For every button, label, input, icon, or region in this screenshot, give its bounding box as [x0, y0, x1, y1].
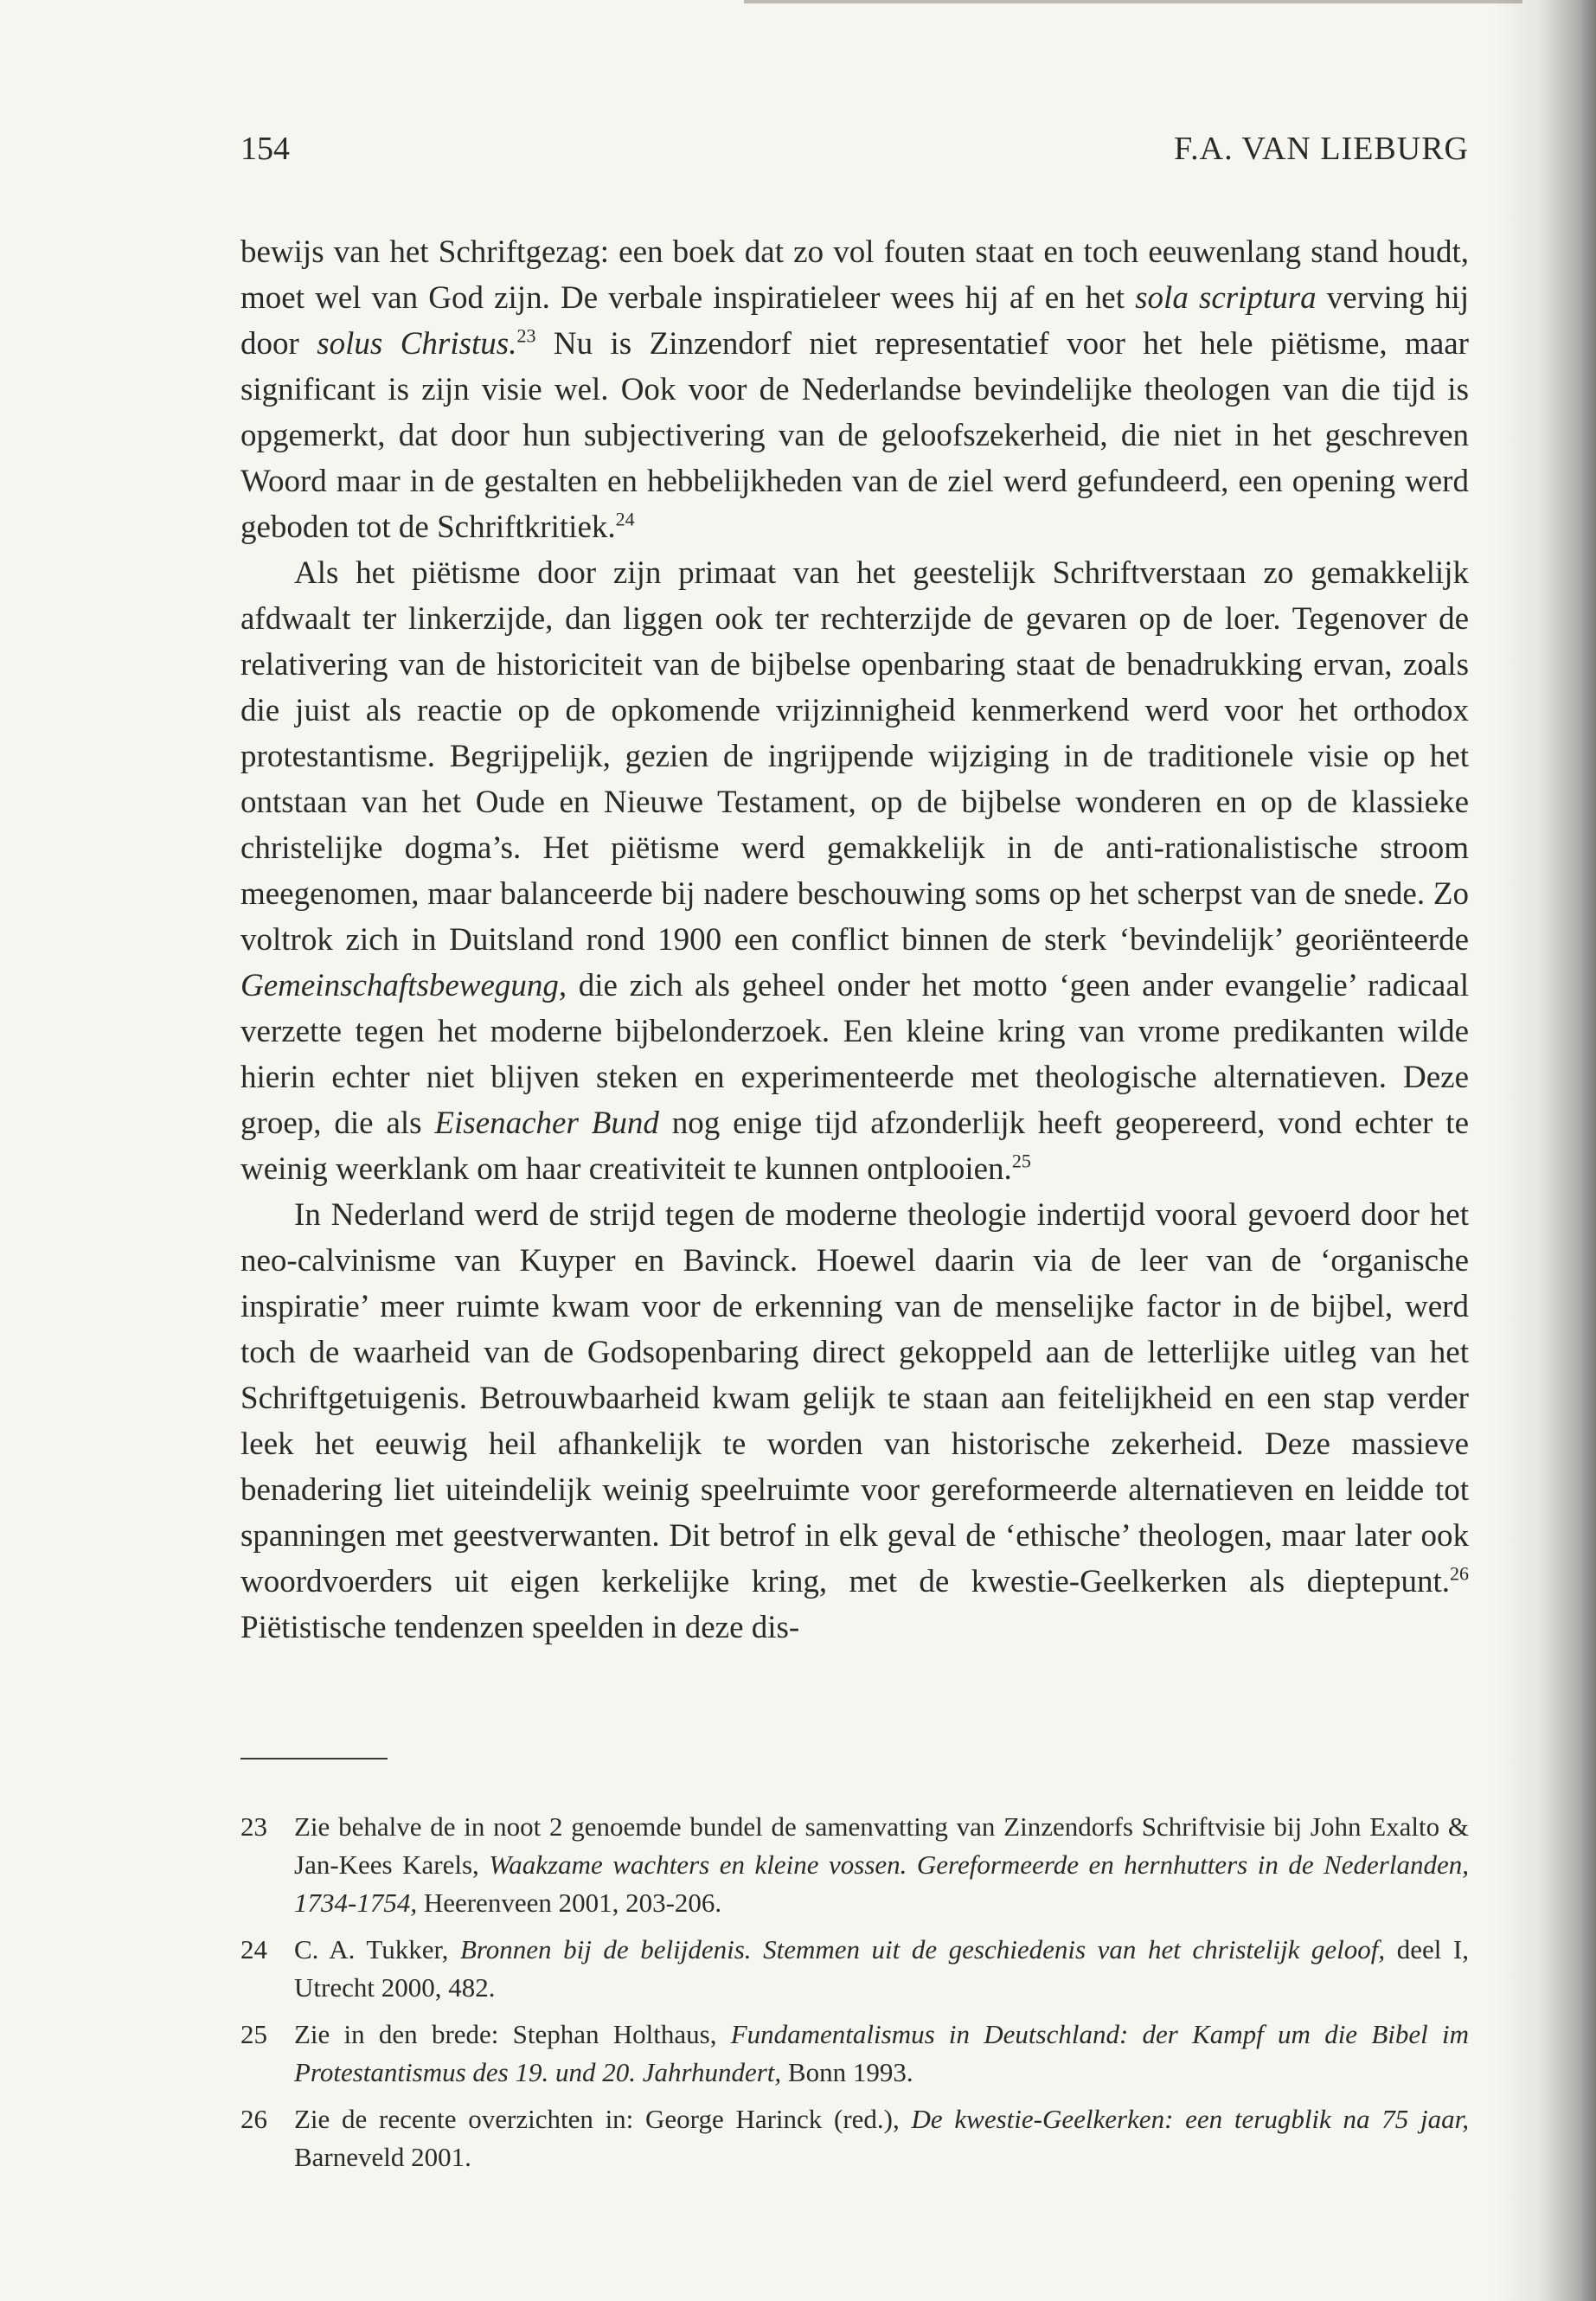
- text-run: Piëtistische tendenzen speelden in deze dis-: [240, 1610, 800, 1645]
- text-run: In Nederland werd de strijd tegen de moderne theologie indertijd vooral gevoerd door het neo-calvinisme van Kuyper en Bavinck. Hoewel daarin via de leer van de ‘organische inspiratie’ meer ruimte kwam voor de erkenning van de menselijke factor in de bijbel, werd toch de waarheid van de Godsopenbaring direct gekoppeld aan de letterlijke uitleg van het Schriftgetuigenis. Betrouwbaarheid kwam gelijk te staan aan feitelijkheid en een stap verder leek het eeuwig heil afhankelijk te worden van historische zekerheid. Deze massieve benadering liet uiteindelijk weinig speelruimte voor gereformeerde alternatieven en leidde tot spanningen met geestverwanten. Dit betrof in elk geval de ‘ethische’ theologen, maar later ook woordvoerders uit eigen kerkelijke kring, met de kwestie-Geelkerken als dieptepunt.: [240, 1197, 1469, 1599]
- text-run: Nu is Zinzendorf niet representatief voor het hele piëtisme, maar significant is zijn visie wel. Ook voor de Nederlandse bevindelijke theologen van die tijd is opgemerkt, dat door hun subjectivering van de geloofszekerheid, die niet in het geschreven Woord maar in de gestalten en hebbelijkheden van de ziel werd gefundeerd, een opening werd geboden tot de Schriftkritiek.: [240, 326, 1469, 545]
- text-run: Heerenveen 2001, 203-206.: [417, 1888, 722, 1918]
- paragraph: [240, 229, 1469, 550]
- text-run: Als het piëtisme door zijn primaat van het geestelijk Schriftverstaan zo gemakkelijk afdwaalt ter linkerzijde, dan liggen ook ter rechterzijde de gevaren op de loer. Tegenover de relativering van de historiciteit van de bijbelse openbaring staat de benadrukking ervan, zoals die juist als reactie op de opkomende vrijzinnigheid kenmerkend werd voor het orthodox protestantisme. Begrijpelijk, gezien de ingrijpende wijziging in de traditionele visie op het ontstaan van het Oude en Nieuwe Testament, op de bijbelse wonderen en op de klassieke christelijke dogma’s. Het piëtisme werd gemakkelijk in de anti-rationalistische stroom meegenomen, maar balanceerde bij nadere beschouwing soms op het scherpst van de snede. Zo voltrok zich in Duitsland rond 1900 een conflict binnen de sterk ‘bevindelijk’ georiënteerde: [240, 555, 1469, 958]
- italic-text: Eisenacher Bund: [434, 1106, 659, 1141]
- text-run: verving hij door: [240, 280, 1470, 362]
- text-run: nog enige tijd afzonderlijk heeft geopereerd, vond echter te weinig weerklank om haar creativiteit te kunnen ontplooien.: [240, 1106, 1470, 1187]
- text-run: Zie behalve de in noot 2 genoemde bundel de samenvatting van Zinzendorfs Schriftvisie bij John Exalto & Jan-Kees Karels,: [294, 1811, 1469, 1880]
- page-header: [240, 130, 1469, 182]
- footnote: [240, 2100, 1469, 2176]
- text-run: Bonn 1993.: [781, 2057, 913, 2087]
- paragraph: [240, 550, 1469, 1192]
- text-run: C. A. Tukker,: [294, 1934, 460, 1965]
- body-text: [240, 229, 1469, 1650]
- scan-top-edge: [744, 0, 1522, 3]
- footnote-ref: 23: [516, 324, 536, 347]
- footnote-number: 23: [240, 1811, 267, 1842]
- footnote: [240, 2016, 1469, 2092]
- footnote-number: 26: [240, 2104, 267, 2134]
- footnote: [240, 1808, 1469, 1922]
- paragraph: [240, 1192, 1469, 1650]
- footnote-number: 25: [240, 2019, 267, 2049]
- text-run: Barneveld 2001.: [294, 2142, 471, 2172]
- italic-text: Fundamentalismus in Deutschland: der Kampf um die Bibel im Protestantismus des 19. und 20. Jahrhundert,: [294, 2019, 1469, 2087]
- running-head: F.A. VAN LIEBURG: [1174, 131, 1469, 167]
- page-binding-shadow: [1492, 0, 1596, 2301]
- footnote-ref: 26: [1450, 1562, 1469, 1585]
- footnotes: [240, 1808, 1469, 2185]
- footnote-ref: 25: [1011, 1150, 1031, 1172]
- italic-text: Bronnen bij de belijdenis. Stemmen uit de geschiedenis van het christelijk geloof,: [459, 1934, 1386, 1965]
- italic-text: sola scriptura: [1135, 280, 1317, 316]
- text-run: Zie de recente overzichten in: George Harinck (red.),: [294, 2104, 912, 2134]
- footnote: [240, 1931, 1469, 2007]
- text-run: die zich als geheel onder het motto ‘geen ander evangelie’ radicaal verzette tegen het moderne bijbelonderzoek. Een kleine kring van vrome predikanten wilde hierin echter niet blijven steken en experimenteerde met theologische alternatieven. Deze groep, die als: [240, 968, 1469, 1141]
- italic-text: Gemeinschaftsbewegung,: [240, 968, 567, 1003]
- text-run: deel I, Utrecht 2000, 482.: [294, 1934, 1469, 2003]
- footnote-ref: 24: [615, 508, 635, 530]
- italic-text: solus Christus.: [317, 326, 517, 362]
- text-run: Zie in den brede: Stephan Holthaus,: [294, 2019, 731, 2049]
- footnote-number: 24: [240, 1934, 267, 1965]
- italic-text: De kwestie-Geelkerken: een terugblik na 75 jaar,: [911, 2104, 1470, 2134]
- page-number: 154: [240, 131, 290, 167]
- italic-text: Waakzame wachters en kleine vossen. Gereformeerde en hernhutters in de Nederlanden, 1734-1754,: [294, 1849, 1469, 1918]
- footnote-divider: [240, 1758, 388, 1759]
- text-run: bewijs van het Schriftgezag: een boek dat zo vol fouten staat en toch eeuwenlang stand houdt, moet wel van God zijn. De verbale inspiratieleer wees hij af en het: [240, 234, 1469, 316]
